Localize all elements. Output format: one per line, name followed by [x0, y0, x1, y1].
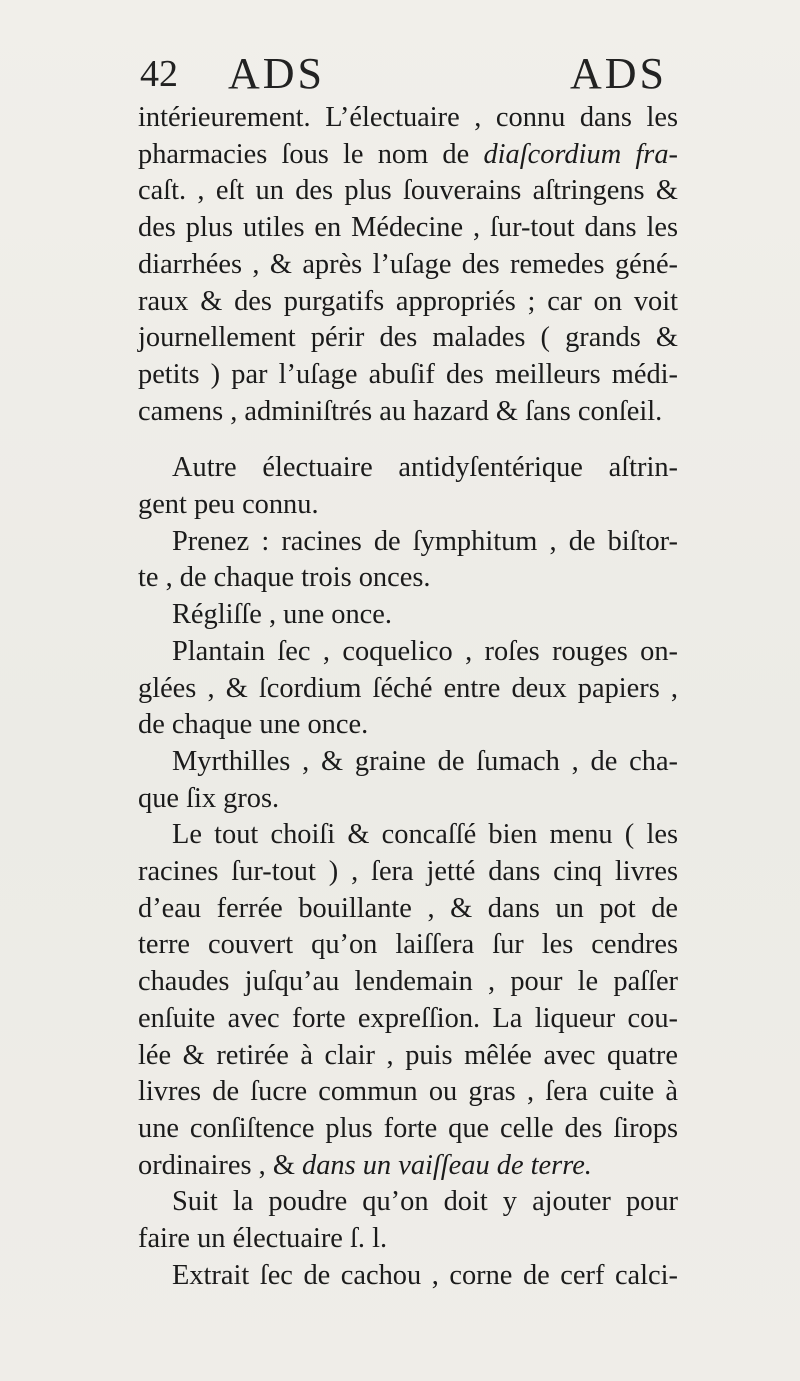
text-line: te , de chaque trois onces.	[138, 562, 431, 594]
text-line	[138, 137, 678, 174]
page-number: 42	[140, 53, 178, 95]
text-line: faire un électuaire ſ. l.	[138, 1223, 388, 1255]
text-line: enſuite avec forte expreſſion. La liqueur cou-	[138, 1002, 678, 1034]
text-line: que ſix gros.	[138, 782, 280, 814]
text-line: Plantain ſec , coquelico , roſes rouges on-	[172, 635, 678, 667]
text-line: racines ſur-tout ) , ſera jetté dans cinq livres	[138, 856, 678, 888]
running-header	[140, 46, 680, 102]
text-line: terre couvert qu’on laiſſera ſur les cendres	[138, 929, 678, 961]
text-line: livres de ſucre commun ou gras , ſera cuite à	[138, 1076, 678, 1108]
text-line: Extrait ſec de cachou , corne de cerf calci-	[172, 1259, 678, 1291]
text-line: petits ) par l’uſage abuſif des meilleurs médi-	[138, 358, 678, 390]
text-line: d’eau ferrée bouillante , & dans un pot de	[138, 892, 678, 924]
text-line: intérieurement. L’électuaire , connu dans les	[138, 102, 678, 133]
italic-term: diaſcordium fra-	[483, 138, 678, 170]
body-text	[138, 100, 678, 1295]
text-line: de chaque une once.	[138, 709, 369, 741]
text-line: Régliſſe , une once.	[172, 599, 392, 631]
text-line: Suit la poudre qu’on doit y ajouter pour	[172, 1186, 678, 1218]
text-line	[138, 1148, 678, 1185]
italic-phrase: dans un vaiſſeau de terre.	[302, 1149, 592, 1181]
text-line: des plus utiles en Médecine , ſur-tout dans les	[138, 212, 678, 244]
running-head-left: ADS	[228, 49, 326, 98]
text-line: Myrthilles , & graine de ſumach , de cha-	[172, 745, 678, 777]
text-line: une conſiſtence plus forte que celle des ſirops	[138, 1112, 678, 1144]
text-line: Autre électuaire antidyſentérique aſtrin-	[172, 452, 678, 484]
text-line: journellement périr des malades ( grands &	[138, 322, 678, 354]
text-line: Prenez : racines de ſymphitum , de biſtor-	[172, 525, 678, 557]
text-line: Le tout choiſi & concaſſé bien menu ( les	[172, 819, 678, 851]
text-line: glées , & ſcordium ſéché entre deux papiers ,	[138, 672, 678, 704]
text-line: raux & des purgatifs appropriés ; car on voit	[138, 285, 678, 317]
text-line: caſt. , eſt un des plus ſouverains aſtringens &	[138, 175, 678, 207]
text-line: gent peu connu.	[138, 489, 319, 521]
text-line-segment: ordinaires , &	[138, 1149, 302, 1181]
text-line: diarrhées , & après l’uſage des remedes géné-	[138, 248, 678, 280]
text-line: lée & retirée à clair , puis mêlée avec quatre	[138, 1039, 678, 1071]
text-line: chaudes juſqu’au lendemain , pour le paſſer	[138, 966, 678, 998]
text-line: camens , adminiſtrés au hazard & ſans conſeil.	[138, 395, 663, 427]
running-head-right: ADS	[570, 49, 668, 98]
text-line-segment: pharmacies ſous le nom de	[138, 138, 484, 170]
